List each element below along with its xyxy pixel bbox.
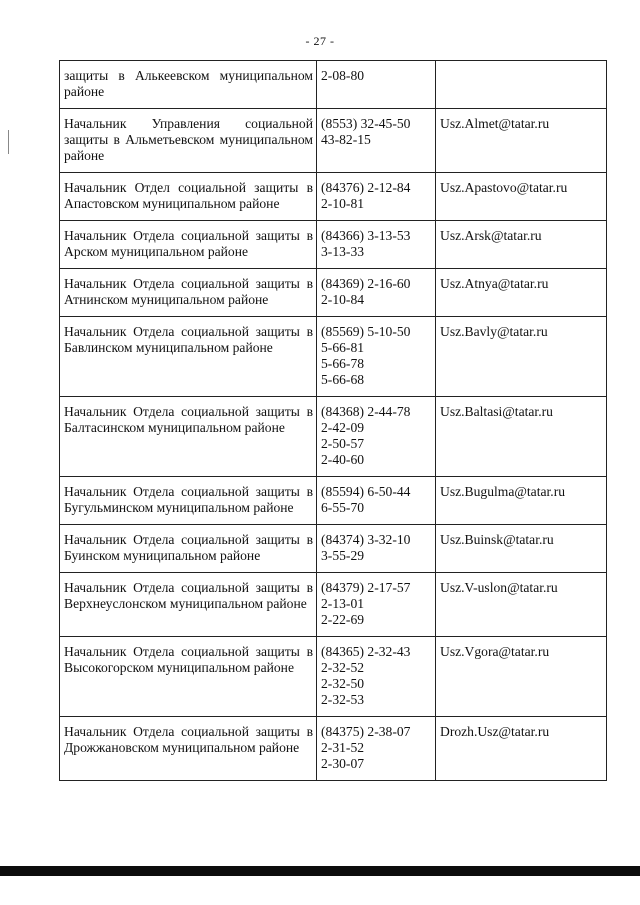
phone-number: 3-13-33	[321, 244, 365, 259]
phone-number: 2-10-84	[321, 292, 365, 307]
phones-cell	[317, 173, 436, 221]
position-cell: Начальник Отдела социальной защиты в Бугульминском муниципальном районе	[60, 477, 317, 525]
phones-cell	[317, 717, 436, 781]
table-row	[60, 317, 607, 397]
scan-mark	[8, 130, 9, 154]
phone-number: (84376) 2-12-84	[321, 180, 411, 195]
phone-number: (84369) 2-16-60	[321, 276, 411, 291]
phones-cell	[317, 477, 436, 525]
phone-number: (85569) 5-10-50	[321, 324, 411, 339]
phone-number: (84379) 2-17-57	[321, 580, 411, 595]
phone-number: 2-40-60	[321, 452, 365, 467]
phones-cell	[317, 397, 436, 477]
phone-number: (84374) 3-32-10	[321, 532, 411, 547]
phone-number: 5-66-78	[321, 356, 365, 371]
contacts-table	[59, 60, 607, 781]
email-cell: Usz.Arsk@tatar.ru	[436, 221, 607, 269]
phone-number: 2-31-52	[321, 740, 365, 755]
phone-number: 5-66-68	[321, 372, 365, 387]
phone-number: 2-10-81	[321, 196, 365, 211]
scan-bottom-bar	[0, 866, 640, 876]
phones-cell	[317, 109, 436, 173]
phone-number: 2-22-69	[321, 612, 365, 627]
phones-cell	[317, 221, 436, 269]
phone-number: (84366) 3-13-53	[321, 228, 411, 243]
position-cell: Начальник Управления социальной защиты в Альметьевском муниципальном районе	[60, 109, 317, 173]
email-cell: Usz.Buinsk@tatar.ru	[436, 525, 607, 573]
position-cell: Начальник Отдела социальной защиты в Арском муниципальном районе	[60, 221, 317, 269]
position-cell: Начальник Отдела социальной защиты в Атнинском муниципальном районе	[60, 269, 317, 317]
phones-cell	[317, 637, 436, 717]
email-cell: Usz.Vgora@tatar.ru	[436, 637, 607, 717]
email-cell: Usz.Bugulma@tatar.ru	[436, 477, 607, 525]
phone-number: 2-32-50	[321, 676, 365, 691]
page-number: - 27 -	[305, 34, 335, 48]
table-row	[60, 525, 607, 573]
phone-number: 2-32-53	[321, 692, 365, 707]
email-cell: Drozh.Usz@tatar.ru	[436, 717, 607, 781]
table-row	[60, 717, 607, 781]
table-row	[60, 477, 607, 525]
table-row	[60, 173, 607, 221]
email-cell: Usz.Baltasi@tatar.ru	[436, 397, 607, 477]
phones-cell	[317, 525, 436, 573]
phone-number: 2-50-57	[321, 436, 365, 451]
phones-cell	[317, 61, 436, 109]
phone-number: (84368) 2-44-78	[321, 404, 411, 419]
table-row	[60, 573, 607, 637]
position-cell: Начальник Отдел социальной защиты в Апастовском муниципальном районе	[60, 173, 317, 221]
phone-number: 2-42-09	[321, 420, 365, 435]
phone-number: (8553) 32-45-50	[321, 116, 411, 131]
phones-cell	[317, 269, 436, 317]
phone-number: 2-30-07	[321, 756, 365, 771]
phones-cell	[317, 317, 436, 397]
email-cell: Usz.Atnya@tatar.ru	[436, 269, 607, 317]
table-row	[60, 269, 607, 317]
email-cell	[436, 61, 607, 109]
phone-number: 43-82-15	[321, 132, 371, 147]
phones-cell	[317, 573, 436, 637]
phone-number: 2-13-01	[321, 596, 365, 611]
position-cell: защиты в Алькеевском муниципальном районе	[60, 61, 317, 109]
phone-number: (85594) 6-50-44	[321, 484, 411, 499]
position-cell: Начальник Отдела социальной защиты в Дрожжановском муниципальном районе	[60, 717, 317, 781]
email-cell: Usz.V-uslon@tatar.ru	[436, 573, 607, 637]
phone-number: 2-08-80	[321, 68, 365, 83]
phone-number: 2-32-52	[321, 660, 365, 675]
position-cell: Начальник Отдела социальной защиты в Верхнеуслонском муниципальном районе	[60, 573, 317, 637]
email-cell: Usz.Bavly@tatar.ru	[436, 317, 607, 397]
table-row	[60, 221, 607, 269]
phone-number: (84365) 2-32-43	[321, 644, 411, 659]
table-row	[60, 61, 607, 109]
position-cell: Начальник Отдела социальной защиты в Буинском муниципальном районе	[60, 525, 317, 573]
position-cell: Начальник Отдела социальной защиты в Балтасинском муниципальном районе	[60, 397, 317, 477]
phone-number: 3-55-29	[321, 548, 365, 563]
phone-number: 5-66-81	[321, 340, 365, 355]
email-cell: Usz.Almet@tatar.ru	[436, 109, 607, 173]
table-row	[60, 397, 607, 477]
position-cell: Начальник Отдела социальной защиты в Высокогорском муниципальном районе	[60, 637, 317, 717]
table-row	[60, 109, 607, 173]
position-cell: Начальник Отдела социальной защиты в Бавлинском муниципальном районе	[60, 317, 317, 397]
table-row	[60, 637, 607, 717]
phone-number: 6-55-70	[321, 500, 365, 515]
email-cell: Usz.Apastovo@tatar.ru	[436, 173, 607, 221]
phone-number: (84375) 2-38-07	[321, 724, 411, 739]
